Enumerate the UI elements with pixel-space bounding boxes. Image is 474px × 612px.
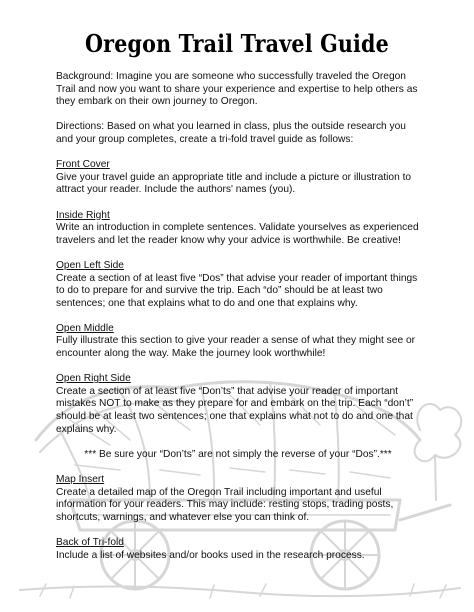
section-heading: Back of Tri-fold	[56, 536, 124, 548]
section-back-of-tri-fold	[56, 537, 420, 562]
section-heading: Inside Right	[56, 209, 110, 221]
section-text: Create a detailed map of the Oregon Trail including important and useful information for your readers. This may include: resting stops, trading posts, shortcuts, warnings, and whatever else you can think of.	[56, 486, 394, 523]
section-heading: Front Cover	[56, 159, 110, 171]
section-map-insert	[56, 474, 420, 524]
directions-paragraph: Directions: Based on what you learned in class, plus the outside research you and your group completes, create a tri-fold travel guide as follows:	[56, 121, 406, 145]
document-body	[56, 71, 420, 575]
page-title: Oregon Trail Travel Guide	[85, 29, 389, 58]
section-open-right-side	[56, 373, 420, 436]
section-text: Give your travel guide an appropriate title and include a picture or illustration to attract your reader. Include the authors' names (you).	[56, 171, 412, 196]
section-text: Create a section of at least five “Don’ts” that advise your reader of important mistakes NOT to make as they prepare for and embark on the trip. Each “don’t” should be at least two sentences; one that explains what not to do and one that explains why.	[56, 385, 414, 435]
section-text: Fully illustrate this section to give your reader a sense of what they might see or encounter along the way. Make the journey look worthwhile!	[56, 335, 415, 360]
section-heading: Open Middle	[56, 322, 114, 334]
donts-note: *** Be sure your “Don’ts” are not simply the reverse of your “Dos”.***	[84, 448, 392, 460]
section-heading: Open Left Side	[56, 259, 124, 271]
section-inside-right	[56, 210, 420, 248]
section-open-left-side	[56, 260, 420, 310]
background-paragraph: Background: Imagine you are someone who successfully traveled the Oregon Trail and now you want to share your experience and expertise to help others as they embark on their own journey to Oregon.	[56, 71, 418, 108]
section-open-middle	[56, 323, 420, 361]
section-text: Create a section of at least five “Dos” that advise your reader of important things to do to prepare for and survive the trip. Each “do” should be at least two sentences; one that explains what to do and one that explains why.	[56, 272, 418, 309]
section-front-cover	[56, 159, 420, 197]
section-heading: Open Right Side	[56, 373, 131, 385]
section-heading: Map Insert	[56, 474, 105, 485]
section-text: Include a list of websites and/or books used in the research process.	[56, 549, 365, 561]
section-text: Write an introduction in complete sentences. Validate yourselves as experienced travelers and let the reader know why your advice is worthwhile. Be creative!	[56, 222, 419, 246]
